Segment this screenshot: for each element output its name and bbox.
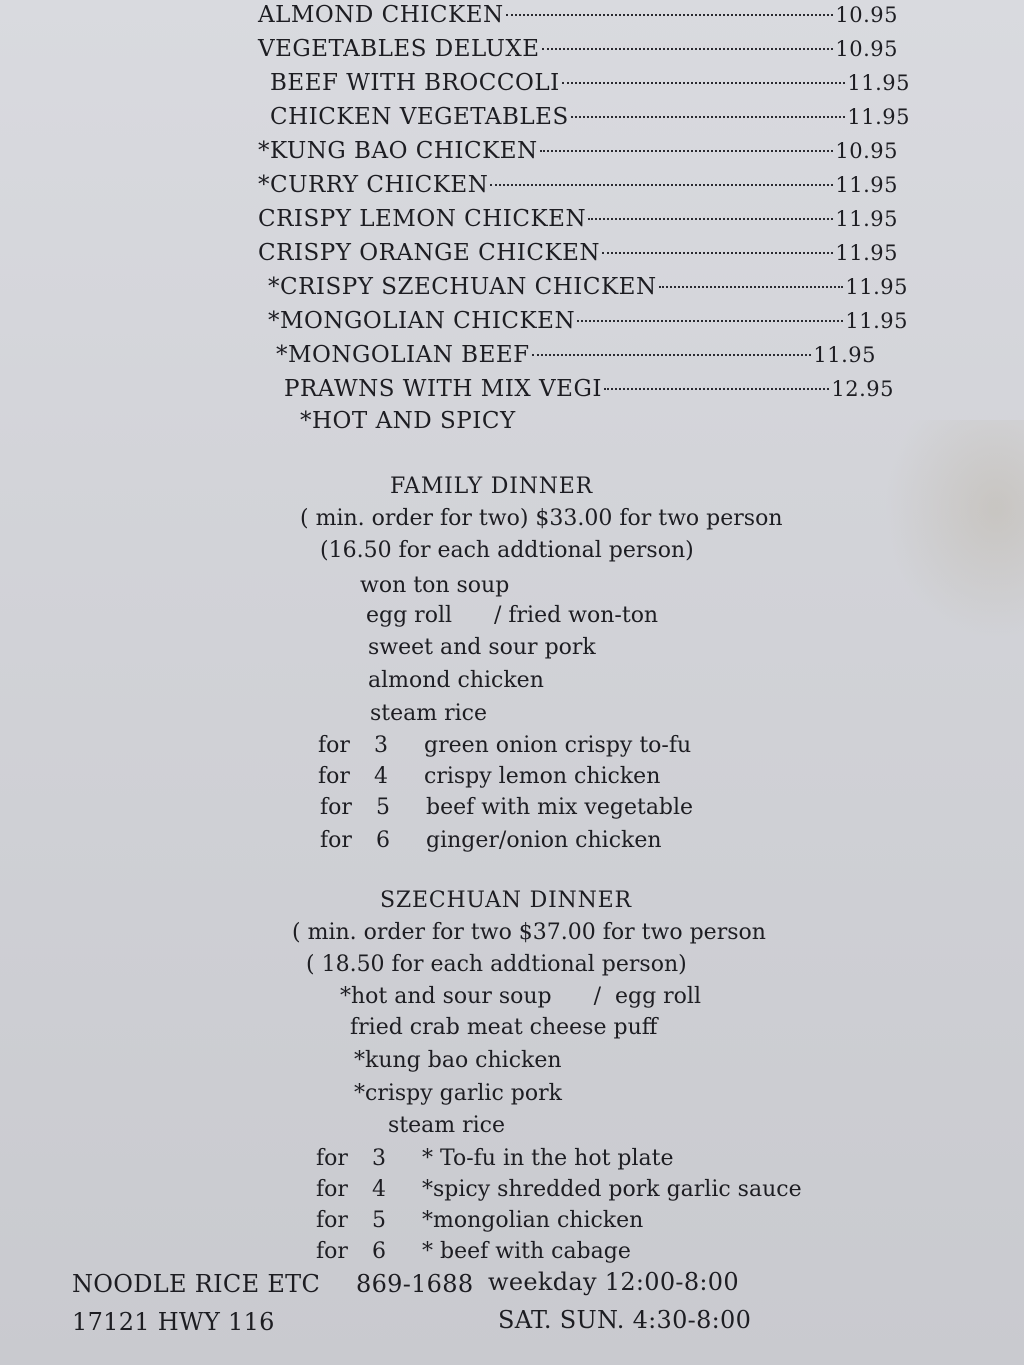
menu-item: *CURRY CHICKEN 11.95 — [258, 172, 898, 198]
weekday-hours: weekday 12:00-8:00 — [488, 1268, 739, 1296]
family-dinner-course: sweet and sour pork — [368, 635, 596, 660]
restaurant-address: 17121 HWY 116 — [72, 1308, 275, 1336]
menu-item: ALMOND CHICKEN 10.95 — [258, 2, 898, 28]
szechuan-dinner-course: *hot and sour soup / egg roll — [340, 984, 701, 1009]
family-dinner-title: FAMILY DINNER — [390, 474, 594, 499]
menu-item: CRISPY LEMON CHICKEN 11.95 — [258, 206, 898, 232]
szechuan-dinner-course: steam rice — [388, 1113, 506, 1138]
family-dinner-extra: (16.50 for each addtional person) — [320, 538, 694, 563]
szechuan-dinner-course: *crispy garlic pork — [354, 1081, 562, 1106]
family-dinner-order: ( min. order for two) $33.00 for two person — [300, 506, 783, 531]
menu-item: PRAWNS WITH MIX VEGI 12.95 — [284, 376, 894, 402]
family-dinner-extra-dish: for 4 crispy lemon chicken — [318, 764, 661, 789]
paper-stain — [884, 420, 1024, 640]
szechuan-dinner-extra-dish: for 4 *spicy shredded pork garlic sauce — [316, 1177, 802, 1202]
family-dinner-course: won ton soup — [360, 573, 510, 598]
szechuan-dinner-extra: ( 18.50 for each addtional person) — [306, 952, 687, 977]
szechuan-dinner-extra-dish: for 3 * To-fu in the hot plate — [316, 1146, 674, 1171]
family-dinner-course: egg roll / fried won-ton — [366, 603, 659, 628]
szechuan-dinner-title: SZECHUAN DINNER — [380, 888, 632, 913]
menu-item: *MONGOLIAN CHICKEN 11.95 — [268, 308, 908, 334]
weekend-hours: SAT. SUN. 4:30-8:00 — [498, 1306, 752, 1334]
menu-item: CRISPY ORANGE CHICKEN 11.95 — [258, 240, 898, 266]
menu-item: *CRISPY SZECHUAN CHICKEN 11.95 — [268, 274, 908, 300]
restaurant-phone: 869-1688 — [356, 1270, 474, 1298]
menu-item: BEEF WITH BROCCOLI 11.95 — [270, 70, 910, 96]
restaurant-name: NOODLE RICE ETC — [72, 1270, 321, 1298]
hot-and-spicy-note: *HOT AND SPICY — [300, 408, 516, 434]
family-dinner-extra-dish: for 3 green onion crispy to-fu — [318, 733, 692, 758]
szechuan-dinner-order: ( min. order for two $37.00 for two person — [292, 920, 766, 945]
szechuan-dinner-course: *kung bao chicken — [354, 1048, 562, 1073]
menu-price-list — [258, 0, 910, 408]
menu-item: CHICKEN VEGETABLES 11.95 — [270, 104, 910, 130]
family-dinner-course: steam rice — [370, 701, 488, 726]
menu-item: *MONGOLIAN BEEF 11.95 — [276, 342, 876, 368]
family-dinner-extra-dish: for 6 ginger/onion chicken — [320, 828, 662, 853]
szechuan-dinner-extra-dish: for 6 * beef with cabage — [316, 1239, 631, 1264]
szechuan-dinner-course: fried crab meat cheese puff — [350, 1015, 658, 1040]
szechuan-dinner-extra-dish: for 5 *mongolian chicken — [316, 1208, 644, 1233]
menu-item: VEGETABLES DELUXE 10.95 — [258, 36, 898, 62]
family-dinner-course: almond chicken — [368, 668, 544, 693]
menu-item: *KUNG BAO CHICKEN 10.95 — [258, 138, 898, 164]
family-dinner-extra-dish: for 5 beef with mix vegetable — [320, 795, 694, 820]
